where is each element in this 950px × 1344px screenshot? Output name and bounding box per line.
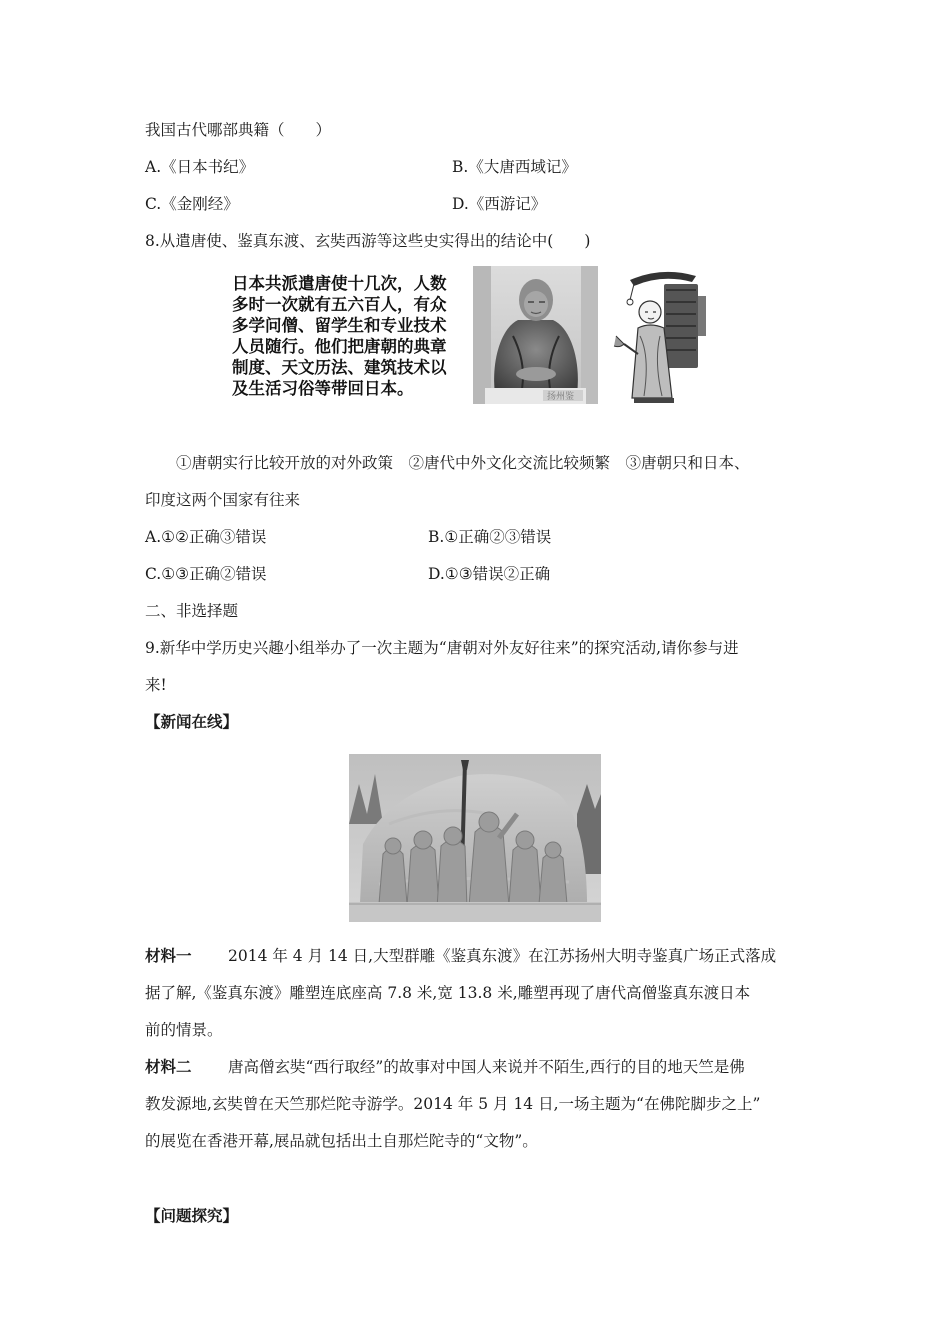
envoy-text-line: 制度、天文历法、建筑技术以 (232, 358, 447, 377)
envoy-text-line: 多时一次就有五六百人，有众 (232, 295, 447, 314)
q8-option-a: A.①②正确③错误 (145, 528, 267, 546)
q7-option-a: A.《日本书纪》 (145, 158, 255, 176)
q9-stem-line2: 来! (145, 676, 167, 694)
q9-stem-line1: 9.新华中学历史兴趣小组举办了一次主题为“唐朝对外友好往来”的探究活动,请你参与进 (145, 639, 739, 657)
q7-stem: 我国古代哪部典籍（ ） (145, 121, 332, 139)
envoy-text-line: 多学问僧、留学生和专业技术 (232, 316, 447, 335)
q8-option-c: C.①③正确②错误 (145, 565, 267, 583)
material2-line1: 唐高僧玄奘“西行取经”的故事对中国人来说并不陌生,西行的目的地天竺是佛 (228, 1058, 745, 1076)
q8-stem: 8.从遣唐使、鉴真东渡、玄奘西游等这些史实得出的结论中( ) (145, 232, 591, 250)
q8-statements-line2: 印度这两个国家有往来 (145, 491, 301, 509)
section-title: 二、非选择题 (145, 602, 239, 620)
q7-option-d: D.《西游记》 (452, 195, 547, 213)
material1-label: 材料一 (145, 947, 192, 965)
jianzhen-sculpture-photo (349, 754, 601, 922)
material2-line2: 教发源地,玄奘曾在天竺那烂陀寺游学。2014 年 5 月 14 日,一场主题为“在佛陀脚步之上” (145, 1095, 761, 1113)
q8-option-d: D.①③错误②正确 (428, 565, 551, 583)
material1-line3: 前的情景。 (145, 1021, 223, 1039)
q7-option-b: B.《大唐西域记》 (452, 158, 577, 176)
envoy-text-line: 人员随行。他们把唐朝的典章 (232, 337, 447, 356)
xuanzang-drawing (612, 266, 712, 406)
inquiry-heading: 【问题探究】 (145, 1207, 239, 1225)
q8-statements-line1: ①唐朝实行比较开放的对外政策 ②唐代中外文化交流比较频繁 ③唐朝只和日本、 (176, 454, 750, 472)
q7-option-c: C.《金刚经》 (145, 195, 239, 213)
news-heading: 【新闻在线】 (145, 713, 239, 731)
material1-line2: 据了解,《鉴真东渡》雕塑连底座高 7.8 米,宽 13.8 米,雕塑再现了唐代高僧鉴真东渡日本 (145, 984, 751, 1002)
envoy-text-line: 日本共派遣唐使十几次，人数 (232, 274, 447, 293)
statue-caption: 扬州鉴 (547, 392, 575, 402)
material2-label: 材料二 (145, 1058, 192, 1076)
material2-line3: 的展览在香港开幕,展品就包括出土自那烂陀寺的“文物”。 (145, 1132, 538, 1150)
q8-option-b: B.①正确②③错误 (428, 528, 552, 546)
envoy-text-box (232, 270, 464, 402)
envoy-text-line: 及生活习俗等带回日本。 (232, 379, 414, 398)
jianzhen-statue-image (473, 266, 598, 404)
material1-line1: 2014 年 4 月 14 日,大型群雕《鉴真东渡》在江苏扬州大明寺鉴真广场正式落成 (228, 947, 777, 965)
